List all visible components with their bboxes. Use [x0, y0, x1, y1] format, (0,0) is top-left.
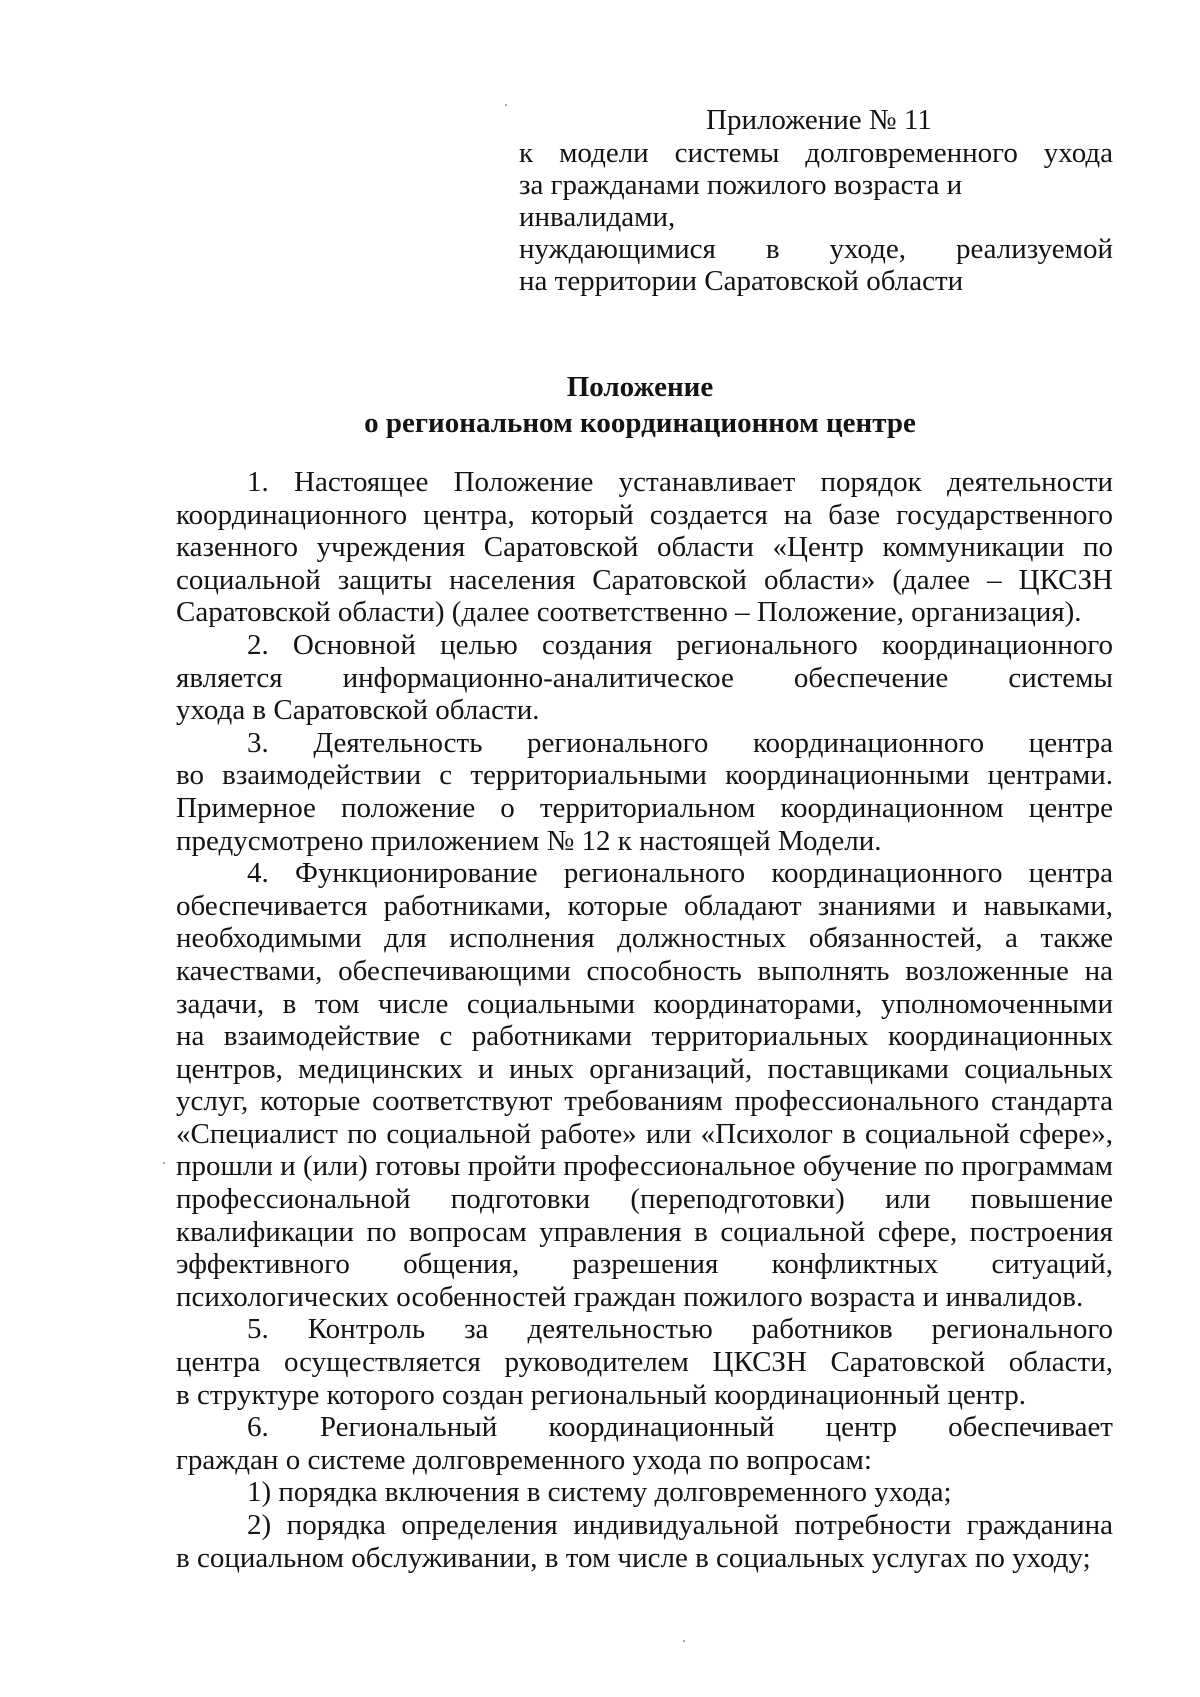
paragraph-line: социальной защиты населения Саратовской области» (далее – ЦКСЗН: [176, 563, 1113, 596]
paragraph-line: профессиональной подготовки (переподготовки) или повышение: [176, 1183, 1113, 1216]
paragraph-line: необходимыми для исполнения должностных обязанностей, а также: [176, 922, 1113, 955]
document-title: [160, 369, 1120, 441]
paragraph-line: предусмотрено приложением № 12 к настоящей Модели.: [176, 824, 882, 857]
paragraph-line: граждан о системе долговременного ухода по вопросам:: [176, 1443, 872, 1476]
appendix-header: [519, 104, 1113, 297]
paragraph-line: Саратовской области) (далее соответственно – Положение, организация).: [176, 596, 1082, 629]
list-item-line: в социальном обслуживании, в том числе в социальных услугах по уходу;: [176, 1541, 1091, 1574]
paragraph-line: на взаимодействие с работниками территориальных координационных: [176, 1020, 1113, 1053]
paragraph-line: эффективного общения, разрешения конфликтных ситуаций,: [176, 1248, 1113, 1281]
scan-speck: [683, 1640, 685, 1642]
paragraph-line: центров, медицинских и иных организаций, поставщиками социальных: [176, 1052, 1113, 1085]
paragraph-line: качествами, обеспечивающими способность выполнять возложенные на: [176, 954, 1113, 987]
appendix-line: за гражданами пожилого возраста и инвалидами,: [519, 169, 963, 233]
paragraph-line: в структуре которого создан региональный координационный центр.: [176, 1378, 1027, 1411]
paragraph-line: 2. Основной целью создания регионального координационного: [247, 628, 1113, 661]
paragraph-line: «Специалист по социальной работе» или «Психолог в социальной сфере»,: [176, 1117, 1113, 1150]
paragraph-line: 3. Деятельность регионального координационного центра: [247, 726, 1113, 759]
appendix-line: на территории Саратовской области: [519, 265, 964, 297]
paragraph-line: координационного центра, который создается на базе государственного: [176, 498, 1113, 531]
paragraph-line: во взаимодействии с территориальными координационными центрами.: [176, 759, 1113, 792]
paragraph-line: 5. Контроль за деятельностью работников регионального: [247, 1313, 1113, 1346]
title-line-1: Положение: [566, 371, 714, 403]
appendix-line: к модели системы долговременного ухода: [519, 137, 1113, 169]
paragraph-line: квалификации по вопросам управления в социальной сфере, построения: [176, 1215, 1113, 1248]
paragraph-line: казенного учреждения Саратовской области «Центр коммуникации по: [176, 531, 1113, 564]
list-item-line: 2) порядка определения индивидуальной потребности гражданина: [247, 1509, 1113, 1541]
paragraph-line: прошли и (или) готовы пройти профессиональное обучение по программам: [176, 1150, 1113, 1183]
appendix-number: Приложение № 11: [706, 104, 932, 136]
paragraph-line: 4. Функционирование регионального координационного центра: [247, 857, 1113, 890]
document-body: [176, 466, 1113, 1574]
paragraph-line: задачи, в том числе социальными координаторами, уполномоченными: [176, 987, 1113, 1020]
appendix-line: нуждающимися в уходе, реализуемой: [519, 233, 1113, 265]
paragraph-line: центра осуществляется руководителем ЦКСЗН Саратовской области,: [176, 1346, 1113, 1379]
paragraph-line: является информационно-аналитическое обеспечение системы: [176, 661, 1113, 694]
paragraph-line: обеспечивается работниками, которые обладают знаниями и навыками,: [176, 889, 1113, 922]
scan-speck: [505, 104, 507, 106]
paragraph-line: 6. Региональный координационный центр обеспечивает: [247, 1411, 1113, 1444]
list-item-line: 1) порядка включения в систему долговременного ухода;: [247, 1476, 952, 1509]
paragraph-line: психологических особенностей граждан пожилого возраста и инвалидов.: [176, 1280, 1084, 1313]
paragraph-line: ухода в Саратовской области.: [176, 694, 540, 727]
paragraph-line: Примерное положение о территориальном координационном центре: [176, 791, 1113, 824]
paragraph-line: услуг, которые соответствуют требованиям профессионального стандарта: [176, 1085, 1113, 1118]
paragraph-line: 1. Настоящее Положение устанавливает порядок деятельности: [247, 466, 1113, 498]
scan-speck: [163, 1162, 165, 1164]
title-line-2: о региональном координационном центре: [364, 407, 916, 439]
